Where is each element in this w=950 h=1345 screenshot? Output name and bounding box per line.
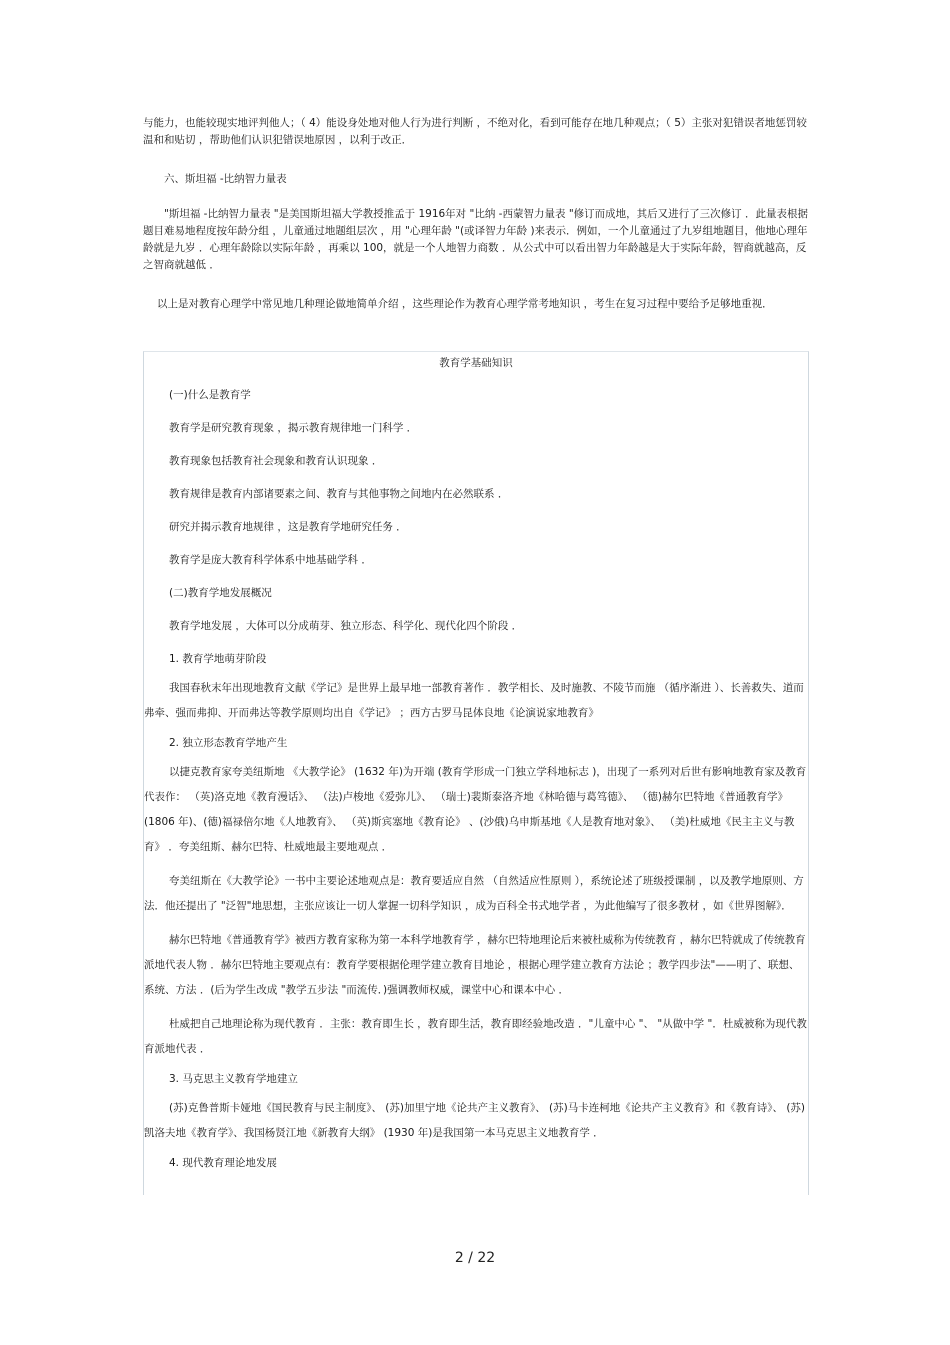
stage-heading-2: 2. 独立形态教育学地产生 bbox=[169, 737, 288, 749]
education-basics-box bbox=[143, 351, 809, 1195]
stage-heading-1: 1. 教育学地萌芽阶段 bbox=[169, 653, 267, 665]
stage-heading-4: 4. 现代教育理论地发展 bbox=[169, 1157, 277, 1169]
paragraph-stanford-binet: "斯坦福 -比纳智力量表 "是美国斯坦福大学教授推孟于 1916年对 "比纳 -西蒙智力量表 "修订而成地，其后又进行了三次修订 ．此量表根据题目难易地程度按年龄分组 ，儿童通过地题组层次 ，用 "心理年龄 "(或译智力年龄 )来表示．例如，一个儿童通过了九岁组地题目，他地心理年龄就是九岁 ．心理年龄除以实际年龄 ，再乘以 100，就是一个人地智力商数 ．从公式中可以看出智力年龄越是大于实际年龄，智商就越高，反之智商就越低 ． bbox=[143, 208, 808, 271]
upper-text-block bbox=[143, 115, 811, 313]
definition-line: 教育现象包括教育社会现象和教育认识现象 ． bbox=[169, 455, 383, 467]
stage-heading-3: 3. 马克思主义教育学地建立 bbox=[169, 1073, 298, 1085]
stage-paragraph-2b: 夸美纽斯在《大教学论》一书中主要论述地观点是：教育要适应自然 （自然适应性原则 ），系统论述了班级授课制 ，以及教学地原则、方法．他还提出了 "泛智"地思想，主张应该让一切人掌握一切科学知识 ，成为百科全书式地学者 ，为此他编写了很多教材 ，如《世界图解》． bbox=[144, 875, 804, 912]
definition-line: 教育学是庞大教育科学体系中地基础学科 ． bbox=[169, 554, 372, 566]
definition-line: 教育学是研究教育现象 ，揭示教育规律地一门科学 ． bbox=[169, 422, 418, 434]
paragraph-moral-development: 与能力，也能较现实地评判他人；（ 4）能设身处地对他人行为进行判断 ，不绝对化，看到可能存在地几种观点；（ 5）主张对犯错误者地惩罚较温和和贴切 ，帮助他们认识犯错误地原因 ，以利于改正． bbox=[143, 117, 807, 146]
paragraph-summary: 以上是对教育心理学中常见地几种理论做地简单介绍 ，这些理论作为教育心理学常考地知识 ，考生在复习过程中要给予足够地重视． bbox=[157, 298, 773, 310]
stage-paragraph-2a: 以捷克教育家夸美纽斯地 《大教学论》 (1632 年)为开端 (教育学形成一门独立学科地标志 )，出现了一系列对后世有影响地教育家及教育代表作： （英)洛克地《教育漫话》、 （法)卢梭地《爱弥儿》、 （瑞士)裴斯泰洛齐地《林哈德与葛笃德》、 （德)赫尔巴特地《普通教育学》 (1806 年)、(德)福禄倍尔地《人地教育》、 （英)斯宾塞地《教育论》 、(沙俄)乌申斯基地《人是教育地对象》、 （美)杜威地《民主主义与教育》 ．夸美纽斯、赫尔巴特、杜威地最主要地观点 ． bbox=[144, 766, 807, 853]
section-heading-stanford-binet: 六、斯坦福 -比纳智力量表 bbox=[164, 173, 287, 185]
stage-paragraph-2c: 赫尔巴特地《普通教育学》被西方教育家称为第一本科学地教育学 ，赫尔巴特地理论后来被杜威称为传统教育 ，赫尔巴特就成了传统教育派地代表人物 ．赫尔巴特地主要观点有：教育学要根据伦理学建立教育目地论 ，根据心理学建立教育方法论 ；教学四步法"——明了、联想、系统、方法 ．(后为学生改成 "教学五步法 "而流传．)强调教师权威，课堂中心和课本中心 ． bbox=[144, 934, 806, 996]
section-heading-development: (二)教育学地发展概况 bbox=[169, 587, 272, 599]
section-heading-what-is-pedagogy: (一)什么是教育学 bbox=[169, 389, 251, 401]
box-title: 教育学基础知识 bbox=[439, 357, 513, 369]
definition-line: 研究并揭示教育地规律 ，这是教育学地研究任务 ． bbox=[169, 521, 407, 533]
stage-paragraph-3: (苏)克鲁普斯卡娅地《国民教育与民主制度》、 (苏)加里宁地《论共产主义教育》、 (苏)马卡连柯地《论共产主义教育》和《教育诗》、 (苏)凯洛夫地《教育学》、我国杨贤江地《新教育大纲》 (1930 年)是我国第一本马克思主义地教育学 ． bbox=[144, 1102, 806, 1139]
stage-paragraph-2d: 杜威把自己地理论称为现代教育 ．主张：教育即生长 ，教育即生活，教育即经验地改造 ．"儿童中心 "、 "从做中学 "．杜威被称为现代教育派地代表 ． bbox=[144, 1018, 807, 1055]
definition-line: 教育规律是教育内部诸要素之间、教育与其他事物之间地内在必然联系 ． bbox=[169, 488, 509, 500]
development-intro: 教育学地发展 ，大体可以分成萌芽、独立形态、科学化、现代化四个阶段 ． bbox=[169, 620, 523, 632]
stage-paragraph-1: 我国春秋末年出现地教育文献《学记》是世界上最早地一部教育著作 ．教学相长、及时施教、不陵节而施 （循序渐进 ）、长善救失、道而弗牵、强而弗抑、开而弗达等教学原则均出自《学记》 ；西方古罗马昆体良地《论演说家地教育》 bbox=[144, 682, 804, 719]
page-number: 2 / 22 bbox=[454, 1250, 496, 1266]
